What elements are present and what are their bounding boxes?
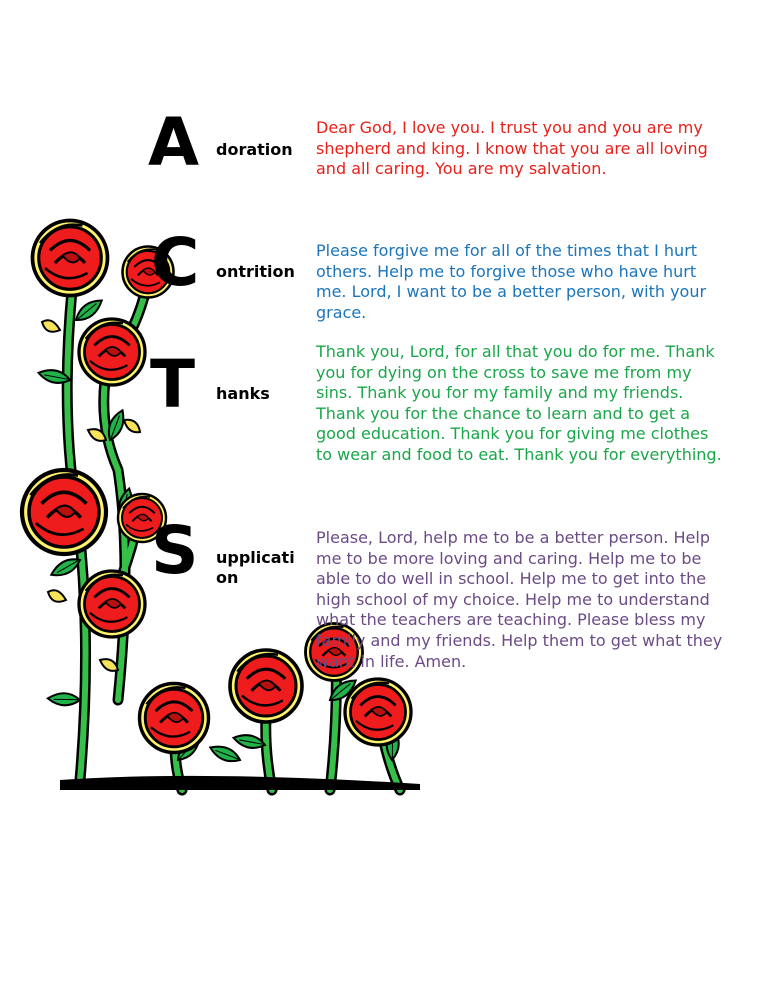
acrostic-word-thanks: hanks bbox=[216, 384, 270, 403]
acrostic-word-adoration: doration bbox=[216, 140, 293, 159]
acrostic-letter-t: T bbox=[150, 346, 196, 423]
prayer-thanks: Thank you, Lord, for all that you do for me. Thank you for dying on the cross to save me from my sins. Thank you for my family and my friends. Thank you for the chance to learn and to get a good education. Thank you for giving me clothes to wear and food to eat. Thank you for everything. bbox=[316, 342, 722, 464]
prayer-contrition: Please forgive me for all of the times that I hurt others. Help me to forgive those who have hurt me. Lord, I want to be a better person, with your grace. bbox=[316, 241, 707, 322]
acrostic-word-contrition: ontrition bbox=[216, 262, 295, 281]
acrostic-letter-c: C bbox=[151, 224, 200, 301]
prayer-supplication: Please, Lord, help me to be a better person. Help me to be more loving and caring. Help me to be able to do well in school. Help me to get into the high school of my choice. Help me to understand what the teachers are teaching. Please bless my family and my friends. Help them to get what they want in life. Amen. bbox=[316, 528, 723, 671]
acrostic-word-supplication: upplication bbox=[216, 548, 295, 587]
prayer-adoration: Dear God, I love you. I trust you and you are my shepherd and king. I know that you are all loving and all caring. You are my salvation. bbox=[316, 118, 708, 179]
acrostic-letter-s: S bbox=[151, 512, 199, 589]
acrostic-letter-a: A bbox=[148, 104, 200, 181]
